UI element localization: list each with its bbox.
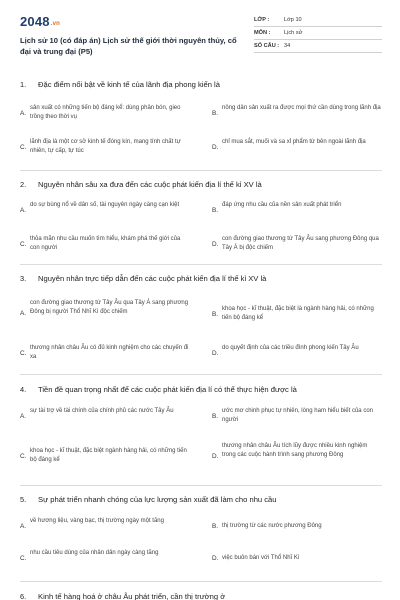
question-text: Tiền đề quan trọng nhất để các cuộc phát kiến địa lí có thể thực hiện được là xyxy=(38,385,297,394)
option-text: con đường giao thương từ Tây Âu sang phương Đông qua Tây Á bị độc chiếm xyxy=(222,236,379,251)
option-letter: D. xyxy=(212,144,219,151)
site-logo[interactable] xyxy=(20,14,60,29)
meta-label: SỐ CÂU : xyxy=(254,43,280,49)
option-text: thương nhân châu Âu tích lũy được nhiều kinh nghiệm trong các cuộc hành trình sang phương Đông xyxy=(222,443,368,458)
question-number: 2. xyxy=(20,180,27,189)
meta-row-subject xyxy=(254,27,382,40)
meta-value: Lịch sử xyxy=(284,30,303,36)
option-letter: D. xyxy=(212,350,219,357)
option-letter: D. xyxy=(212,453,219,460)
option-letter: B. xyxy=(212,523,219,530)
option-text: việc buôn bán với Thổ Nhĩ Kì xyxy=(222,555,300,561)
divider xyxy=(20,485,382,486)
meta-label: LỚP : xyxy=(254,17,270,23)
meta-label: MÔN : xyxy=(254,30,271,36)
meta-row-class xyxy=(254,14,382,27)
option-letter: A. xyxy=(20,207,27,214)
option-letter: B. xyxy=(212,311,219,318)
option-letter: B. xyxy=(212,110,219,117)
option-letter: C. xyxy=(20,350,27,357)
option-text: nhu cầu tiêu dùng của nhân dân ngày càng tăng xyxy=(30,550,159,556)
meta-value: 34 xyxy=(284,43,291,49)
option-letter: C. xyxy=(20,453,27,460)
option-text: khoa học - kĩ thuật, đặc biệt là ngành hàng hải, có những tiến bộ đáng kể xyxy=(222,306,374,321)
question-text: Đặc điểm nổi bật về kinh tế của lãnh địa phong kiến là xyxy=(38,80,220,89)
question-text: Sự phát triển nhanh chóng của lực lượng sản xuất đã làm cho nhu cầu xyxy=(38,495,277,504)
option-text: con đường giao thương từ Tây Âu qua Tây Á sang phương Đông bị người Thổ Nhĩ Kì độc chiếm xyxy=(30,300,189,315)
option-letter: A. xyxy=(20,413,27,420)
option-letter: B. xyxy=(212,207,219,214)
brand-name: 2048 xyxy=(20,14,50,29)
option-text: sản xuất có những tiến bộ đáng kể: dùng phân bón, gieo trồng theo thời vụ xyxy=(30,105,181,120)
question-text: Nguyên nhân sâu xa đưa đến các cuộc phát kiến địa lí thế kỉ XV là xyxy=(38,180,262,189)
option-text: đáp ứng nhu cầu của nền sản xuất phát triển xyxy=(222,202,342,208)
question-number: 1. xyxy=(20,80,27,89)
divider xyxy=(20,264,382,265)
option-text: do quyết định của các triều đình phong kiến Tây Âu xyxy=(222,345,359,351)
option-text: nông dân sản xuất ra được mọi thứ cần dùng trong lãnh địa xyxy=(222,105,381,111)
option-letter: D. xyxy=(212,555,219,562)
option-letter: D. xyxy=(212,241,219,248)
divider xyxy=(20,374,382,375)
question-number: 6. xyxy=(20,592,27,600)
page-title: Lịch sử 10 (có đáp án) Lịch sử thế giới thời nguyên thủy, cổ đại và trung đại (P5) xyxy=(20,36,237,56)
meta-row-count xyxy=(254,40,382,53)
question-text: Nguyên nhân trực tiếp dẫn đến các cuộc phát kiến địa lí thế kỉ XV là xyxy=(38,274,267,283)
option-text: khoa học - kĩ thuật, đặc biệt ngành hàng hải, có những tiến bộ đáng kể xyxy=(30,448,187,463)
option-text: thỏa mãn nhu cầu muốn tìm hiểu, khám phá thế giới của con người xyxy=(30,236,181,251)
option-letter: C. xyxy=(20,144,27,151)
option-text: về hương liệu, vàng bạc, thị trường ngày một tăng xyxy=(30,518,164,524)
option-letter: C. xyxy=(20,241,27,248)
divider xyxy=(20,581,382,582)
meta-value: Lớp 10 xyxy=(284,17,302,23)
option-text: thị trường từ các nước phương Đông xyxy=(222,523,322,529)
option-letter: A. xyxy=(20,310,27,317)
option-letter: C. xyxy=(20,555,27,562)
question-number: 5. xyxy=(20,495,27,504)
option-text: do sự bùng nổ về dân số, tài nguyên ngày càng cạn kiệt xyxy=(30,202,180,208)
meta-table xyxy=(254,14,382,53)
divider xyxy=(20,170,382,171)
option-letter: B. xyxy=(212,413,219,420)
option-letter: A. xyxy=(20,523,27,530)
question-number: 4. xyxy=(20,385,27,394)
brand-suffix: .vn xyxy=(50,21,61,27)
option-text: sự tài trợ về tài chính của chính phủ các nước Tây Âu xyxy=(30,408,174,414)
option-text: lãnh địa là một cơ sở kinh tế đóng kín, mang tính chất tự nhiên, tự cấp, tự túc xyxy=(30,139,181,154)
option-letter: A. xyxy=(20,110,27,117)
question-number: 3. xyxy=(20,274,27,283)
option-text: chỉ mua sắt, muối và sa xỉ phẩm từ bên ngoài lãnh địa xyxy=(222,139,366,145)
question-text: Kinh tế hàng hoá ở châu Âu phát triển, cần thị trường ở xyxy=(38,592,226,600)
option-text: ước mơ chinh phục tự nhiên, lòng ham hiểu biết của con người xyxy=(222,408,373,423)
option-text: thương nhân châu Âu có đủ kinh nghiệm cho các chuyến đi xa xyxy=(30,345,189,360)
